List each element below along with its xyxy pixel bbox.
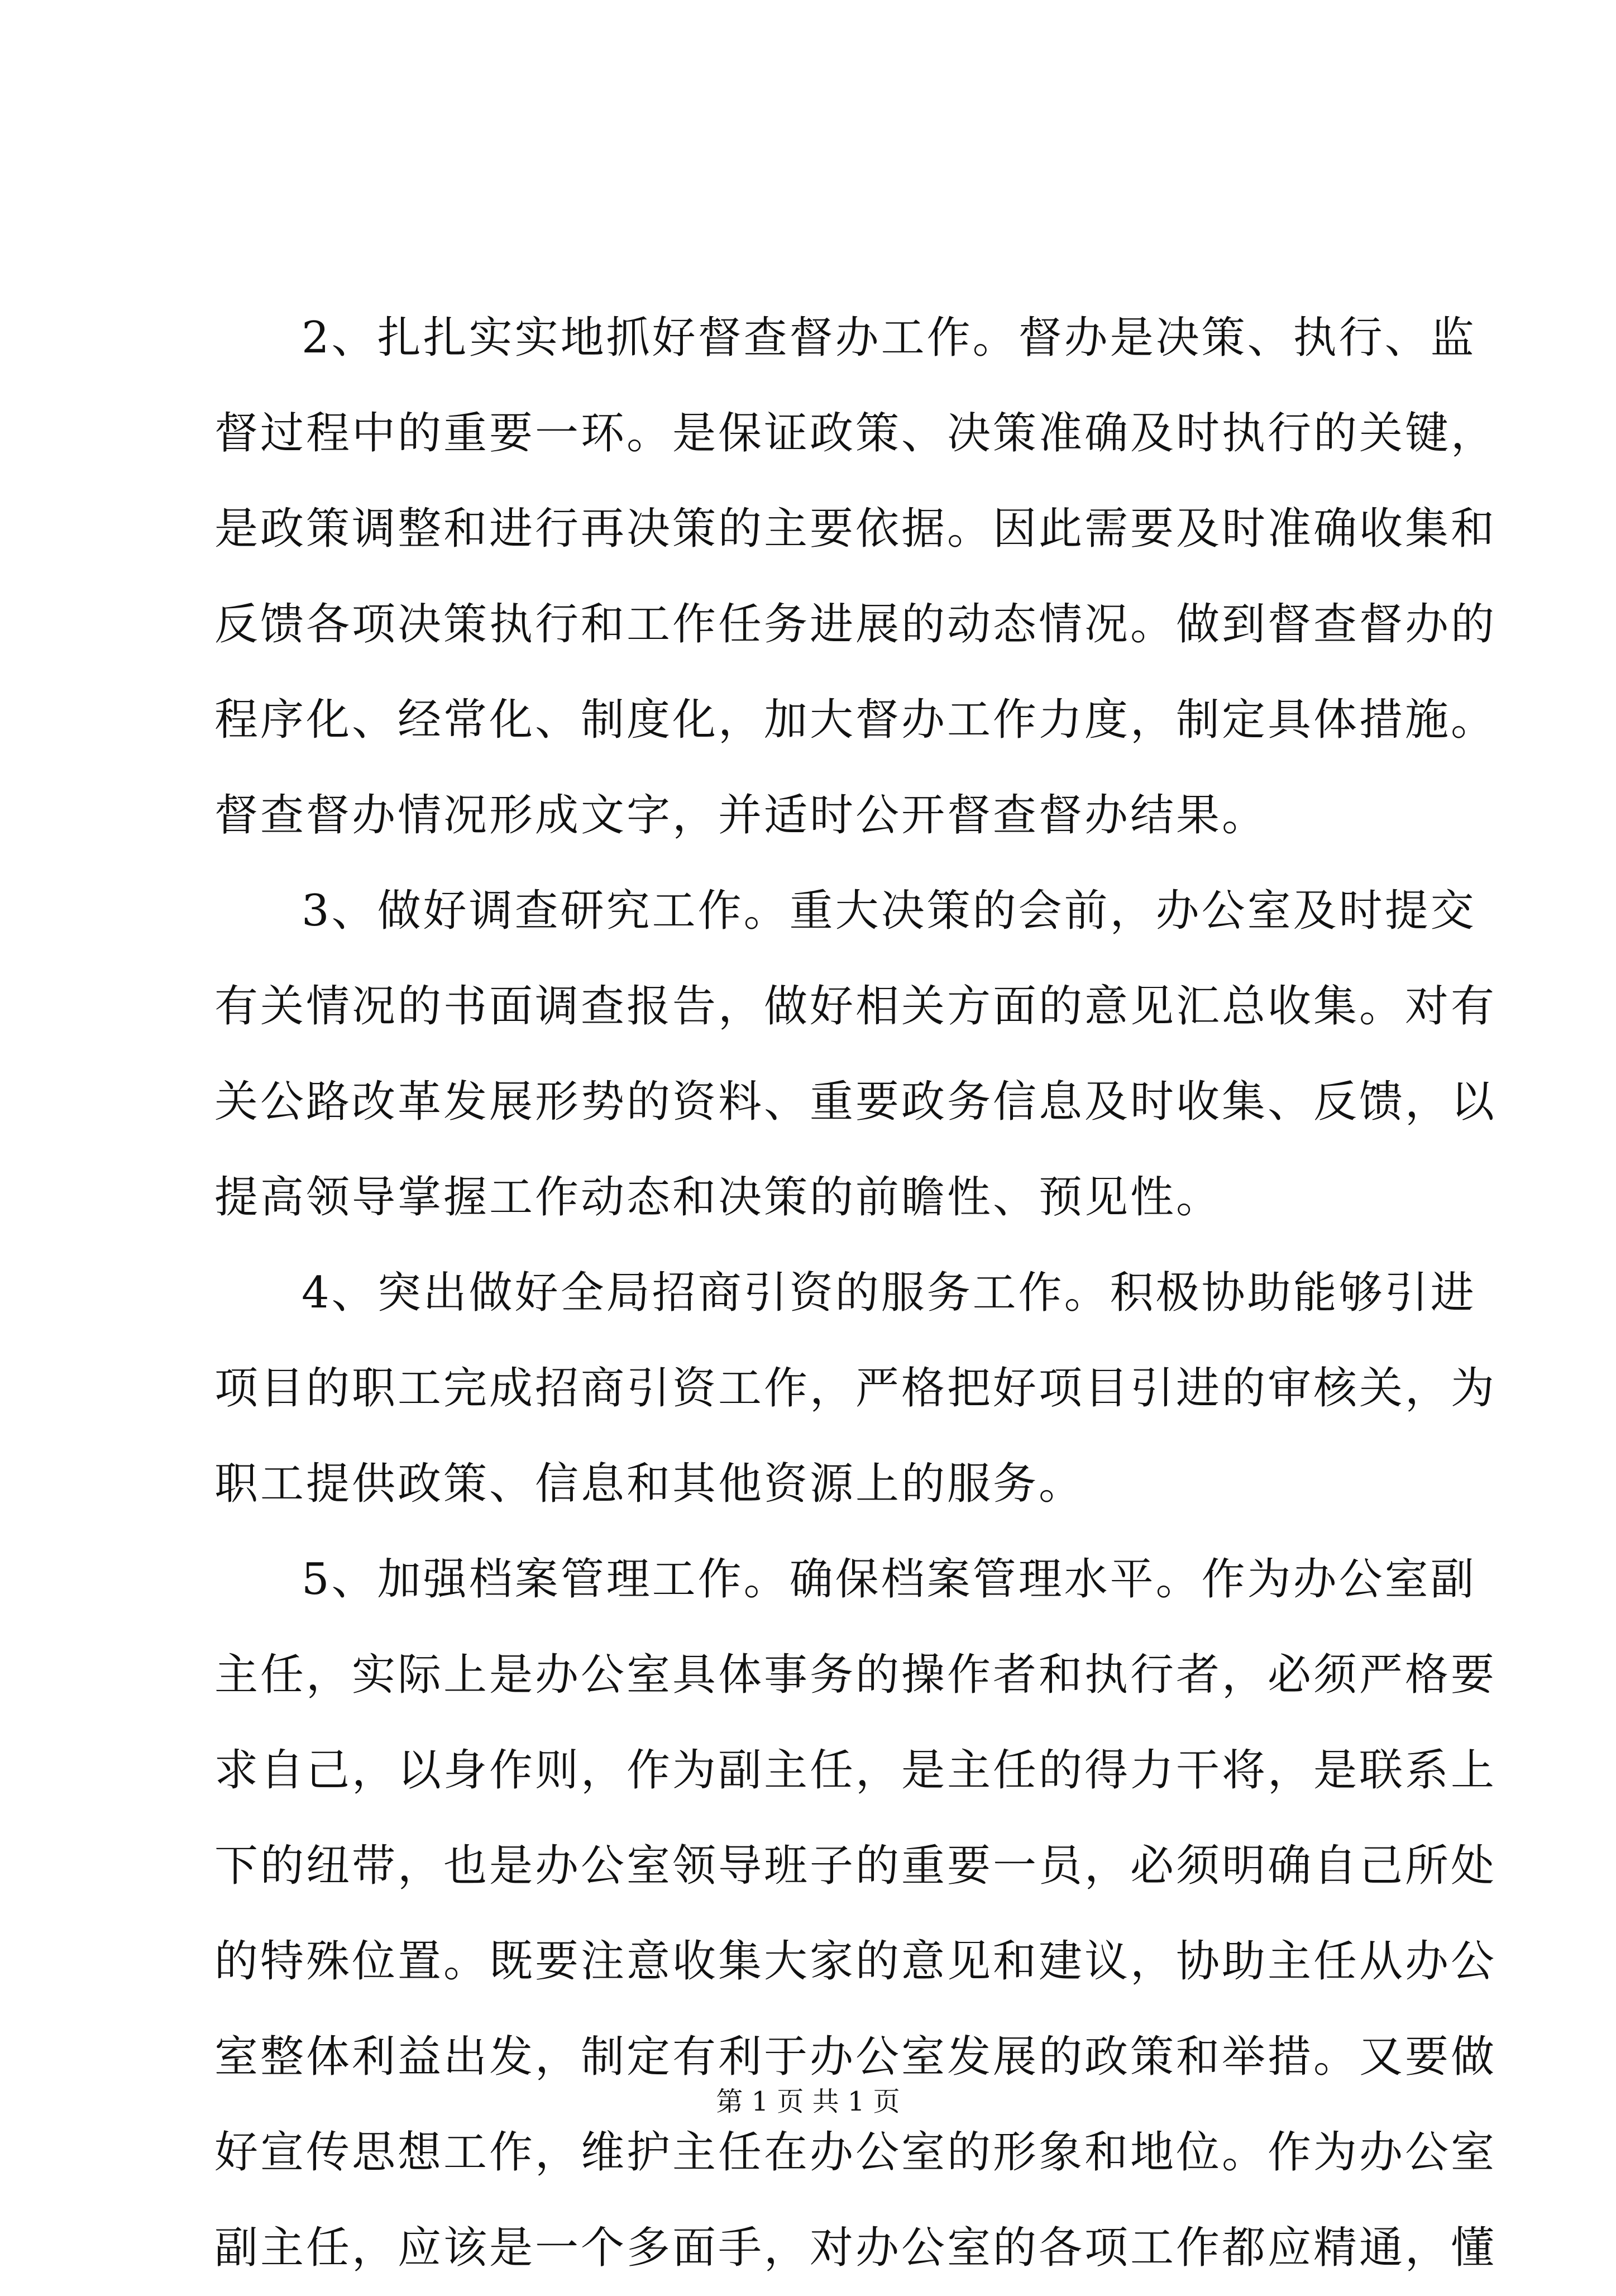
text-line: 的特殊位置。既要注意收集大家的意见和建议，协助主任从办公 (214, 1936, 1497, 1987)
text-line: 反馈各项决策执行和工作任务进展的动态情况。做到督查督办的 (214, 599, 1497, 650)
text-line: 职工提供政策、信息和其他资源上的服务。 (214, 1459, 1085, 1509)
text-line: 室整体利益出发，制定有利于办公室发展的政策和举措。又要做 (214, 2032, 1497, 2082)
text-line: 5、加强档案管理工作。确保档案管理水平。作为办公室副 (302, 1554, 1476, 1605)
text-line: 2、扎扎实实地抓好督查督办工作。督办是决策、执行、监 (302, 313, 1476, 363)
text-line: 下的纽带，也是办公室领导班子的重要一员，必须明确自己所处 (214, 1841, 1497, 1891)
text-line: 主任，实际上是办公室具体事务的操作者和执行者，必须严格要 (214, 1650, 1497, 1700)
text-line: 提高领导掌握工作动态和决策的前瞻性、预见性。 (214, 1172, 1222, 1223)
text-line: 4、突出做好全局招商引资的服务工作。积极协助能够引进 (302, 1268, 1476, 1318)
text-line: 好宣传思想工作，维护主任在办公室的形象和地位。作为办公室 (214, 2127, 1497, 2178)
paragraph-4-investment (214, 1245, 1497, 1532)
paragraph-2-supervision (214, 290, 1497, 863)
text-line: 程序化、经常化、制度化，加大督办工作力度，制定具体措施。 (214, 695, 1497, 745)
paragraph-5-archives (214, 1532, 1497, 2296)
text-line: 督过程中的重要一环。是保证政策、决策准确及时执行的关键， (214, 408, 1497, 459)
text-line: 3、做好调查研究工作。重大决策的会前，办公室及时提交 (302, 886, 1476, 936)
text-line: 有关情况的书面调查报告，做好相关方面的意见汇总收集。对有 (214, 981, 1497, 1032)
text-line: 关公路改革发展形势的资料、重要政务信息及时收集、反馈，以 (214, 1077, 1497, 1127)
paragraph-3-research (214, 863, 1497, 1245)
text-line: 求自己，以身作则，作为副主任，是主任的得力干将，是联系上 (214, 1745, 1497, 1796)
document-body (214, 290, 1497, 2296)
text-line: 项目的职工完成招商引资工作，严格把好项目引进的审核关，为 (214, 1363, 1497, 1414)
page-number-footer: 第 1 页 共 1 页 (716, 2086, 900, 2117)
text-line: 副主任，应该是一个多面手，对办公室的各项工作都应精通，懂 (214, 2223, 1497, 2273)
text-line: 督查督办情况形成文字，并适时公开督查督办结果。 (214, 790, 1268, 841)
text-line: 是政策调整和进行再决策的主要依据。因此需要及时准确收集和 (214, 504, 1497, 554)
